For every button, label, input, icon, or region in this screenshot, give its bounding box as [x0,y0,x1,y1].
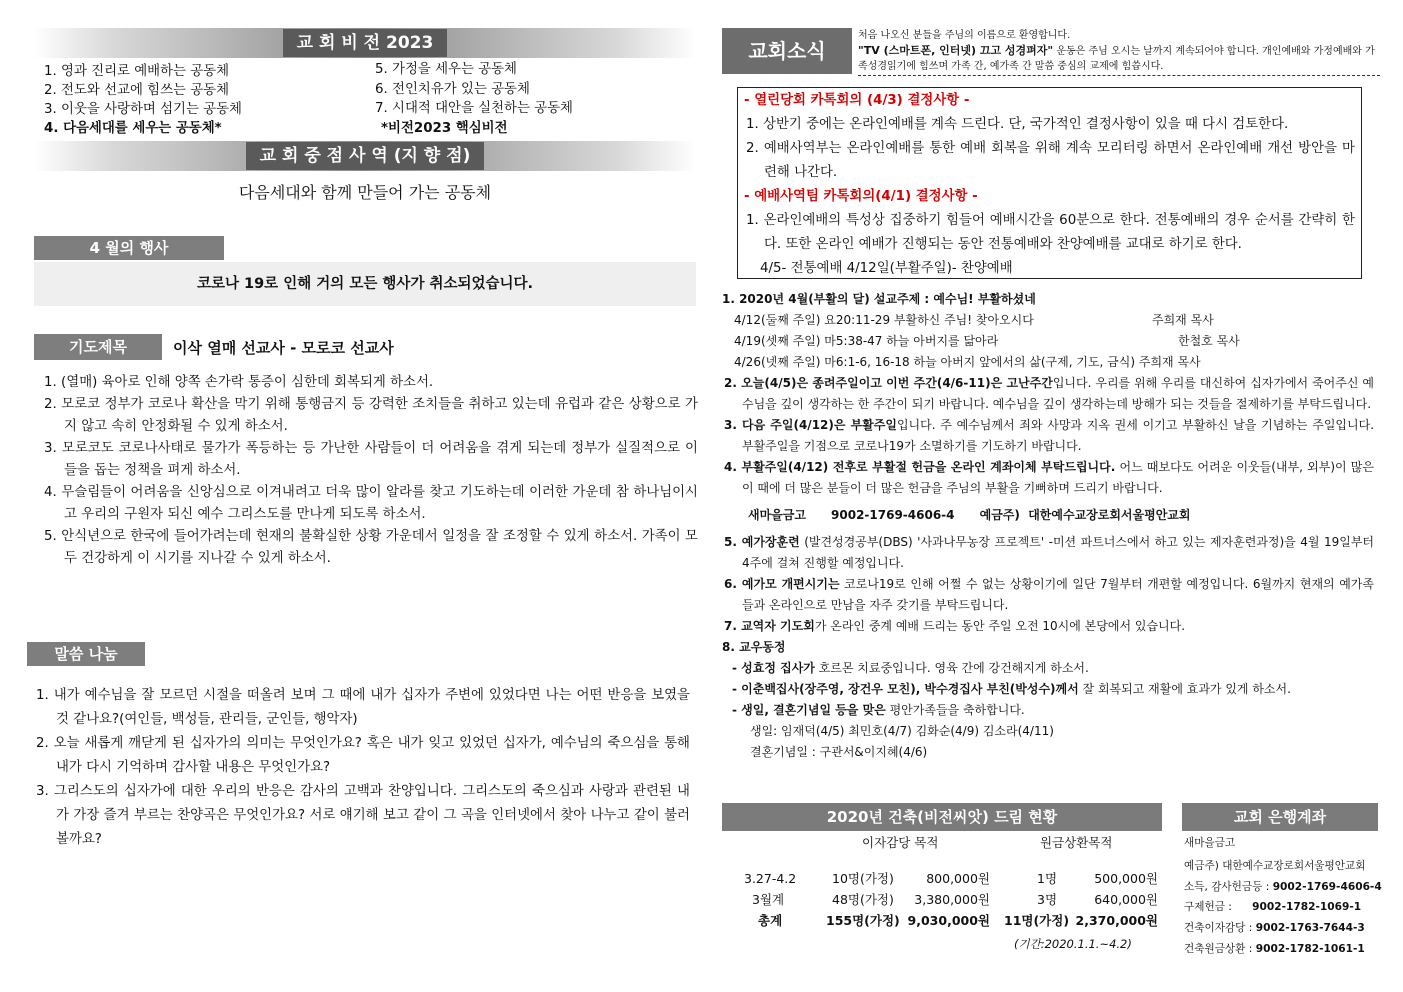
news-intro [858,28,1380,76]
bank-account: 건축원금상환 : 9002-1782-1061-1 [1184,942,1365,955]
tv-slogan: "TV (스마트폰, 인터넷) 끄고 성경펴자" [858,44,1054,57]
sermon-list [722,310,1374,373]
events-text: 코로나 19로 인해 거의 모든 행사가 취소되었습니다. [196,276,534,292]
birthday-list: 생일: 임재덕(4/5) 최민호(4/7) 김화순(4/9) 김소라(4/11) [750,724,1054,738]
member-news: - 성효정 집사가 호르몬 치료중입니다. 영육 간에 강건해지게 하소서. - 이춘백집사(장주영, 장건우 모친), 박수경집사 부친(박성수)께서 잘 회복되고 재활에 효과가 있게 하소서. - 생일, 결혼기념일 등을 맞은 평안가족들을 축하합니다. 생일: 임재덕(4/5) 최민호(4/7) 김화순(4/9) 김소라(4/11) 결혼기념일 : 구관서&이지혜(4/6) [722,658,1374,763]
notices [722,289,1374,763]
period-note: (기간:2020.1.1.~4.2) [1014,937,1132,951]
notice-item: 4. 부활주일(4/12) 전후로 부활절 헌금을 온라인 계좌이체 부탁드립니다. 어느 때보다도 어려운 이웃들(내부, 외부)이 많은 이 때에 더 많은 분들이 더 많은 헌금을 주님의 부활을 기뻐하며 드리기 바랍니다. [724,460,1374,495]
decision-item: 4/5- 전통예배 4/12일(부활주일)- 찬양예배 [760,261,1013,276]
welcome-text: 처음 나오신 분들을 주님의 이름으로 환영합니다. [858,30,1071,41]
anniversary-list: 결혼기념일 : 구관서&이지혜(4/6) [750,745,928,759]
notice-sermon-theme: 1. 2020년 4월(부활의 달) 설교주제 : 예수님! 부활하셨네 [722,292,1036,306]
sharing-tab: 말씀 나눔 [27,642,145,666]
vision-left-list [44,62,242,138]
vision-band [34,28,696,58]
decision-item: 1. 상반기 중에는 온라인예배를 계속 드린다. 단, 국가적인 결정사항이 있을 때 다시 검토한다. [746,117,1289,132]
list-item: 1. (열매) 육아로 인해 양쪽 손가락 통증이 심한데 회복되게 하소서. [44,375,434,390]
bank-info: 새마을금고 예금주) 대한예수교장로회서울평안교회 소득, 감사헌금등 : 9002-1769-4606-4 구제헌금 : 9002-1782-1069-1 건축이자감당 : 9002-1763-7644-3 건축원금상환 : 9002-1782-1061-1 [1184,833,1380,960]
list-item: 1. 내가 예수님을 잘 모르던 시절을 떠올려 보며 그 때에 내가 십자가 주변에 있었다면 나는 어떤 반응을 보였을 것 같나요?(여인들, 백성들, 관리들, 군인들, 행악자) [36,688,690,727]
vision-item: 2. 전도와 선교에 힘쓰는 공동체 [44,83,230,98]
decision-heading: - 예배사역팀 카톡회의(4/1) 결정사항 - [744,189,978,204]
column-header: 원금상환목적 [1040,835,1113,850]
vision-title: 교 회 비 전 2023 [283,29,448,57]
focus-title: 교 회 중 점 사 역 (지 향 점) [246,142,485,170]
list-item: 2. 오늘 새롭게 깨닫게 된 십자가의 의미는 무엇인가요? 혹은 내가 잊고 있었던 십자가, 예수님의 죽으심을 통해 내가 다시 기억하며 감사할 내용은 무엇인가요? [36,736,690,775]
bank-account: 구제헌금 : 9002-1782-1069-1 [1184,901,1362,914]
decision-item: 2. 예배사역부는 온라인예배를 통한 예배 회복을 위해 계속 모리터링 하면서 온라인예배 개선 방안을 마련해 나간다. [746,141,1355,180]
vision-item: 6. 전인치유가 있는 공동체 [375,81,530,97]
events-box [34,262,696,306]
bank-account: 소득, 감사헌금등 : 9002-1769-4606-4 [1184,880,1382,893]
vision-item: 3. 이웃을 사랑하며 섬기는 공동체 [44,102,242,117]
list-item: 2. 모로코 정부가 코로나 확산을 막기 위해 통행금지 등 강력한 조치들을 취하고 있는데 유럽과 같은 상황으로 가지 않고 속히 안정화될 수 있게 하소서. [44,397,698,434]
column-header: 이자감당 목적 [862,835,939,850]
news-tab: 교회소식 [722,28,852,74]
building-title: 2020년 건축(비전씨앗) 드림 현황 [722,803,1162,831]
bank-title: 교회 은행계좌 [1182,803,1378,831]
focus-band [34,141,696,171]
focus-text: 다음세대와 함께 만들어 가는 공동체 [238,183,492,202]
notice-item: 2. 오늘(4/5)은 종려주일이고 이번 주간(4/6-11)은 고난주간입니다. 우리를 위해 우리를 대신하여 십자가에서 죽어주신 예수님을 깊이 생각하는 한 주간이 되기 바랍니다. 예수님을 깊이 생각하는데 방해가 되는 것들을 절제하기를 부탁드립니다. [724,376,1374,411]
sermon-row: 4/19(셋째 주일) 마5:38-47 하늘 아버지를 닮아라 한철호 목사 [734,334,1240,348]
events-tab: 4 월의 행사 [34,236,224,260]
decision-heading: - 열린당회 카톡회의 (4/3) 결정사항 - [744,93,970,108]
bank-account: 건축이자감당 : 9002-1763-7644-3 [1184,922,1365,935]
vision-item: 1. 영과 진리로 예배하는 공동체 [44,64,230,79]
notice-item: 6. 예가모 개편시기는 코로나19로 인해 어쩔 수 없는 상황이기에 일단 7월부터 개편할 예정입니다. 6월까지 현재의 예가족들과 온라인으로 만남을 자주 갖기를 부탁드립니다. [724,577,1374,612]
vision-item: 4. 다음세대를 세우는 공동체* [44,121,222,136]
prayer-list [34,372,698,570]
list-item: 4. 무슬림들이 어려움을 신앙심으로 이겨내려고 더욱 많이 알라를 찾고 기도하는데 이러한 가운데 참 하나님이시고 우리의 구원자 되신 예수 그리스도를 만나게 되도록 하소서. [44,485,698,522]
vision-item: 7. 시대적 대안을 실천하는 공동체 [375,101,573,116]
tv-text: 운동은 주님 오시는 날까지 계속되어야 합니다. 개인예배와 가정예배와 가족성경읽기에 힘쓰며 가족 간, 예가족 간 말씀 중심의 교제에 힘씁시다. [858,46,1375,72]
sermon-row: 4/12(둘째 주일) 요20:11-29 부활하신 주님! 찾아오시다 주희재 목사 [734,313,1214,327]
sermon-row: 4/26(넷째 주일) 마6:1-6, 16-18 하늘 아버지 앞에서의 삶(구제, 기도, 금식) 주희재 목사 [734,355,1201,369]
sharing-list [26,684,690,852]
vision-right-list [375,60,573,138]
offering-account: 새마을금고 9002-1769-4606-4 예금주) 대한예수교장로회서울평안교회 [748,508,1191,522]
list-item: 3. 모로코도 코로나사태로 물가가 폭등하는 등 가난한 사람들이 더 어려움을 겪게 되는데 정부가 실질적으로 이들을 돕는 정책을 펴게 하소서. [44,441,698,478]
notice-item: 8. 교우동정 [722,640,786,654]
prayer-tab: 기도제목 [34,334,162,360]
notice-item: 5. 예가장훈련 (발견성경공부(DBS) '사과나무농장 프로젝트' -미션 파트너스에서 하고 있는 제자훈련과정)을 4월 19일부터 4주에 걸쳐 진행할 예정입니다. [724,535,1374,570]
vision-item: 5. 가정을 세우는 공동체 [375,62,517,77]
core-vision-note: *비전2023 핵심비전 [381,120,508,136]
decisions-box [737,87,1362,279]
prayer-subtitle: 이삭 열매 선교사 - 모로코 선교사 [173,339,394,357]
notice-item: 7. 교역자 기도회가 온라인 중계 예배 드리는 동안 주일 오전 10시에 본당에서 있습니다. [724,619,1186,633]
decision-item: 1. 온라인예배의 특성상 집중하기 힘들어 예배시간을 60분으로 한다. 전통예배의 경우 순서를 간략히 한다. 또한 온라인 예배가 진행되는 동안 전통예배와 찬양예배를 교대로 하기로 한다. [746,213,1355,252]
list-item: 5. 안식년으로 한국에 들어가려는데 현재의 불확실한 상황 가운데서 일정을 잘 조정할 수 있게 하소서. 가족이 모두 건강하게 이 시기를 지나갈 수 있게 하소서. [44,529,698,566]
list-item: 3. 그리스도의 십자가에 대한 우리의 반응은 감사의 고백과 찬양입니다. 그리스도의 죽으심과 사랑과 관련된 내가 가장 즐겨 부르는 찬양곡은 무엇인가요? 서로 얘기해 보고 같이 그 곡을 인터넷에서 찾아 나누고 같이 불러볼까요? [36,784,690,847]
building-table: 이자감당 목적 원금상환목적 3.27-4.2 10명(가정) 800,000원 1명 500,000원 3월계 48명(가정) 3,380,000원 3명 640,000원 총계 155명(가정) 9,030,000원 11명(가정) 2,370,000원 (기간:2020.1.1.~4.2) [722,832,1162,962]
notice-item: 3. 다음 주일(4/12)은 부활주일입니다. 주 예수님께서 죄와 사망과 지옥 권세 이기고 부활하신 날을 기념하는 주일입니다. 부활주일을 기점으로 코로나19가 소멸하기를 기도하기 바랍니다. [724,418,1375,453]
